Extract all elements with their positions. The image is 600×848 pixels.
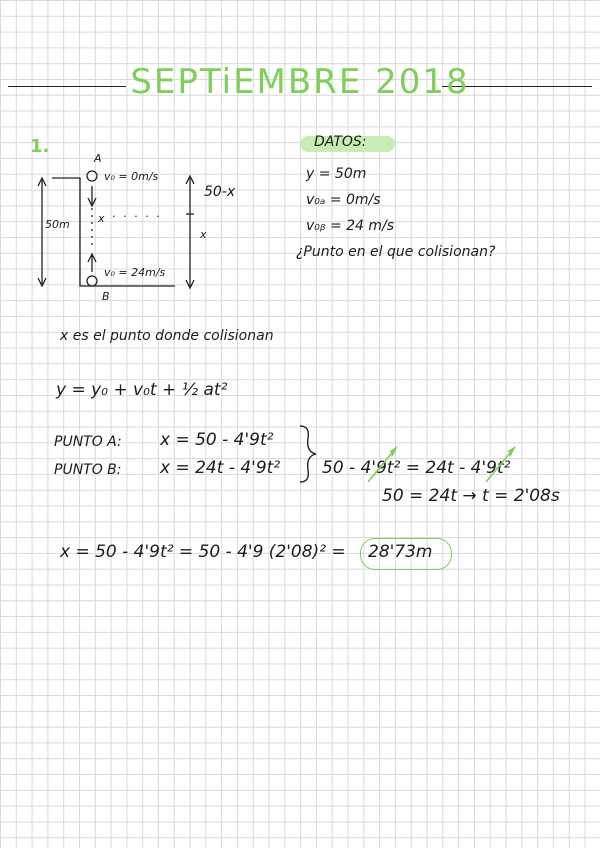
x-marker-label: x [98,212,105,225]
datos-line-4: ¿Punto en el que colisionan? [296,244,496,260]
height-label: 50m [45,218,70,231]
point-b-label: B [102,290,110,303]
combined-equation: 50 - 4'9t² = 24t - 4'9t² [322,458,511,478]
datos-line-2: v₀ₐ = 0m/s [306,192,381,208]
punto-b-label: PUNTO B: [54,462,122,478]
datos-title: DATOS: [314,134,367,150]
dots: · · · · · [112,210,162,223]
datos-line-3: v₀ᵦ = 24 m/s [306,218,395,234]
punto-b-equation: x = 24t - 4'9t² [160,458,281,478]
datos-line-1: y = 50m [306,166,367,182]
punto-a-equation: x = 50 - 4'9t² [160,430,274,450]
point-a-label: A [94,152,102,165]
result-t: 50 = 24t → t = 2'08s [382,486,560,506]
v0-a-label: v₀ = 0m/s [104,170,159,183]
side-top-label: 50-x [204,184,236,200]
punto-a-label: PUNTO A: [54,434,122,450]
final-answer: 28'73m [368,542,433,562]
side-bottom-label: x [200,228,207,241]
final-equation: x = 50 - 4'9t² = 50 - 4'9 (2'08)² = [60,542,346,562]
problem-number: 1. [30,136,50,157]
page-title: SEPTiEMBRE 2018 [130,62,470,102]
statement: x es el punto donde colisionan [60,328,274,344]
v0-b-label: v₀ = 24m/s [104,266,166,279]
main-equation: y = y₀ + v₀t + ½ at² [56,380,228,400]
